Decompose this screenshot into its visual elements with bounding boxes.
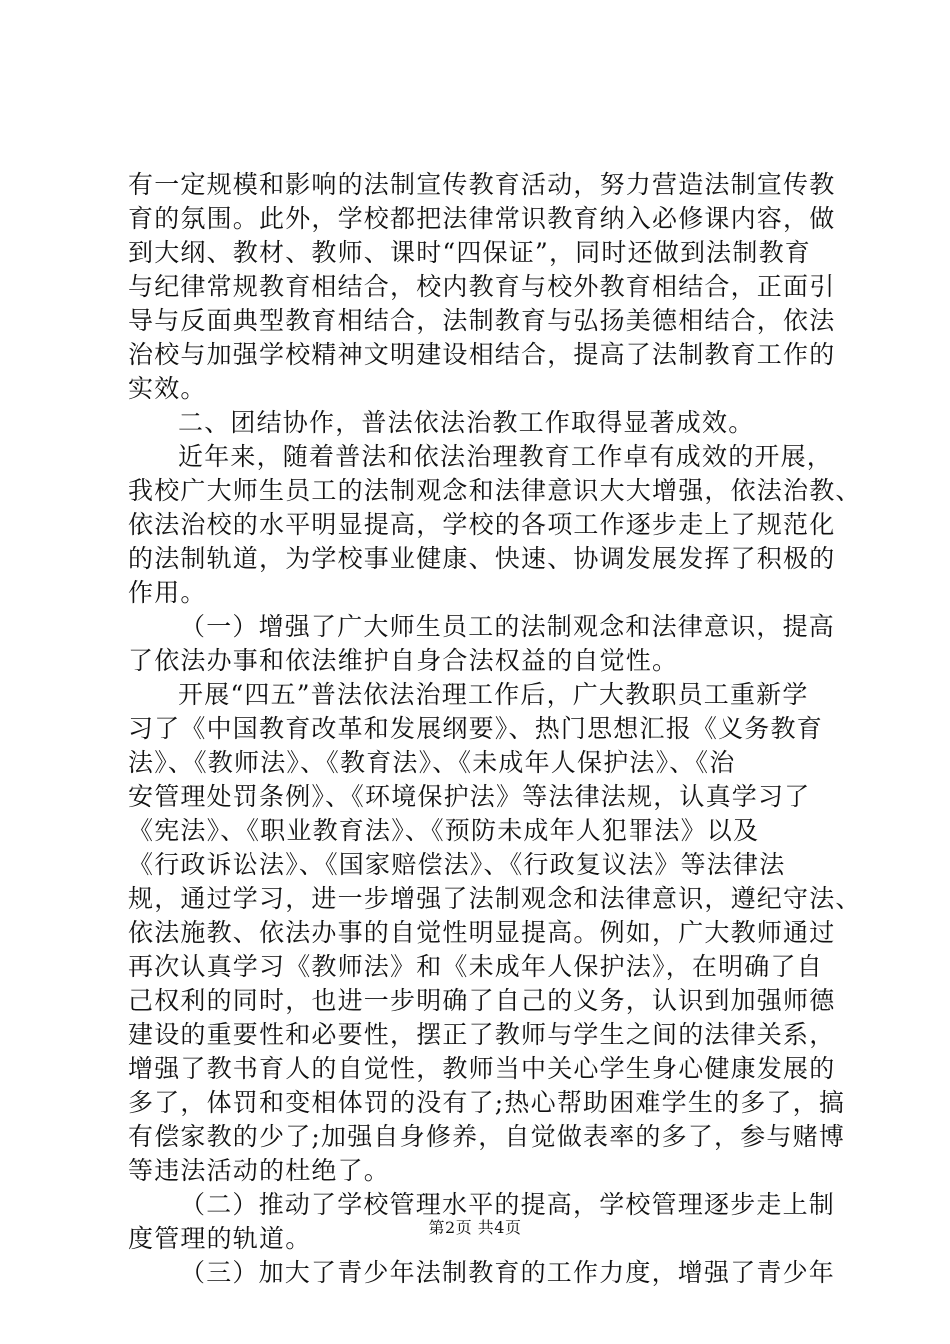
text-line: 了依法办事和依法维护自身合法权益的自觉性。	[128, 646, 679, 675]
text-line: 我校广大师生员工的法制观念和法律意识大大增强，依法治教、	[128, 476, 862, 505]
text-line: 度管理的轨道。	[128, 1224, 312, 1253]
text-line: 规，通过学习，进一步增强了法制观念和法律意识，遵纪守法、	[128, 884, 862, 913]
text-line: 治校与加强学校精神文明建设相结合，提高了法制教育工作的	[128, 340, 836, 369]
subsection-heading: （一）增强了广大师生员工的法制观念和法律意识，提高	[180, 612, 836, 641]
text-line: 近年来，随着普法和依法治理教育工作卓有成效的开展，	[178, 442, 834, 471]
text-line: 育的氛围。此外，学校都把法律常识教育纳入必修课内容，做	[128, 204, 836, 233]
text-line: 依法施教、依法办事的自觉性明显提高。例如，广大教师通过	[128, 918, 836, 947]
section-heading: 二、团结协作，普法依法治教工作取得显著成效。	[178, 408, 755, 437]
text-line: 《宪法》、《职业教育法》、《预防未成年人犯罪法》以及	[128, 816, 760, 845]
text-line: 到大纲、教材、教师、课时“四保证”，同时还做到法制教育	[128, 238, 811, 267]
text-line: 法》、《教师法》、《教育法》、《未成年人保护法》、《治	[128, 748, 736, 777]
text-line: 与纪律常规教育相结合，校内教育与校外教育相结合，正面引	[128, 272, 836, 301]
subsection-heading: （二）推动了学校管理水平的提高，学校管理逐步走上制	[180, 1190, 836, 1219]
text-line: 有一定规模和影响的法制宣传教育活动，努力营造法制宣传教	[128, 170, 836, 199]
text-line: 等违法活动的杜绝了。	[128, 1156, 391, 1185]
text-line: 依法治校的水平明显提高，学校的各项工作逐步走上了规范化	[128, 510, 836, 539]
text-line: 安管理处罚条例》、《环境保护法》等法律法规，认真学习了	[128, 782, 811, 811]
text-line: 增强了教书育人的自觉性，教师当中关心学生身心健康发展的	[128, 1054, 836, 1083]
text-line: 习了《中国教育改革和发展纲要》、热门思想汇报《义务教育	[128, 714, 823, 743]
text-line: 作用。	[128, 578, 207, 607]
text-line: 的法制轨道，为学校事业健康、快速、协调发展发挥了积极的	[128, 544, 836, 573]
body-text	[128, 168, 862, 1290]
text-line: 多了，体罚和变相体罚的没有了;热心帮助困难学生的多了，搞	[128, 1088, 846, 1117]
page-number-footer: 第2页 共4页	[428, 1218, 522, 1237]
text-line: 导与反面典型教育相结合，法制教育与弘扬美德相结合，依法	[128, 306, 836, 335]
subsection-heading: （三）加大了青少年法制教育的工作力度，增强了青少年	[180, 1258, 836, 1287]
text-line: 实效。	[128, 374, 207, 403]
text-line: 开展“四五”普法依法治理工作后，广大教职员工重新学	[178, 680, 809, 709]
text-line: 有偿家教的少了;加强自身修养，自觉做表率的多了，参与赌博	[128, 1122, 846, 1151]
text-line: 再次认真学习《教师法》和《未成年人保护法》，在明确了自	[128, 952, 823, 981]
text-line: 《行政诉讼法》、《国家赔偿法》、《行政复议法》等法律法	[128, 850, 786, 879]
text-line: 己权利的同时，也进一步明确了自己的义务，认识到加强师德	[128, 986, 836, 1015]
text-line: 建设的重要性和必要性，摆正了教师与学生之间的法律关系，	[128, 1020, 836, 1049]
